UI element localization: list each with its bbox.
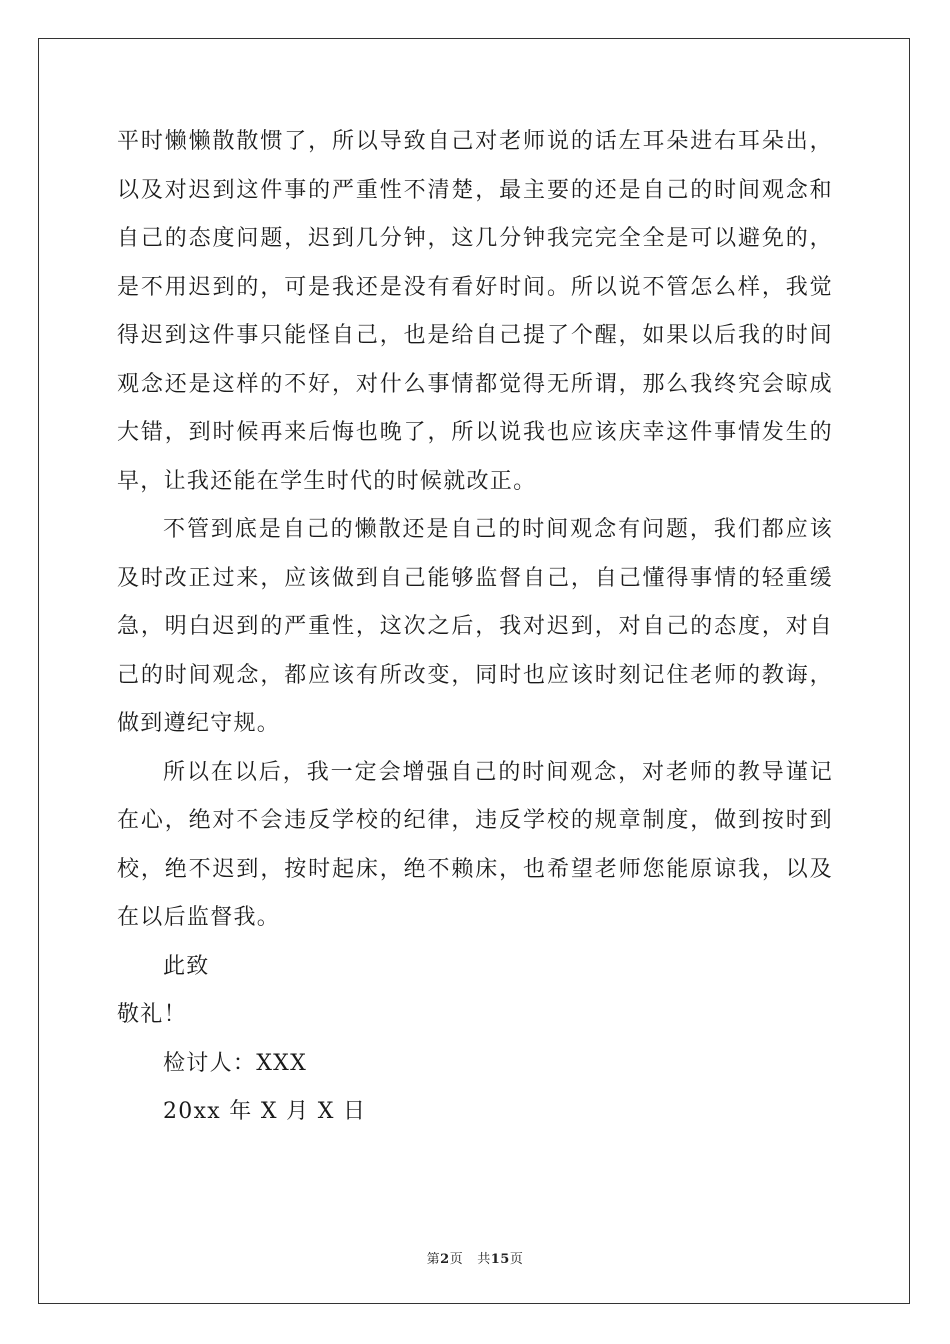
- paragraph-3: 所以在以后，我一定会增强自己的时间观念，对老师的教导谨记在心，绝对不会违反学校的纪律，违反学校的规章制度，做到按时到校，绝不迟到，按时起床，绝不赖床，也希望老师您能原谅我，以及在以后监督我。: [117, 759, 833, 930]
- regards: 敬礼！: [117, 1002, 187, 1027]
- signer: 检讨人：XXX: [163, 1050, 308, 1076]
- page-prefix: 第: [426, 1252, 441, 1267]
- date: 20xx 年 X 月 X 日: [163, 1099, 367, 1124]
- letter-body: [117, 118, 833, 1137]
- page-suffix: 页: [449, 1252, 464, 1267]
- total-prefix: 共: [477, 1252, 491, 1267]
- total-pages: 15: [490, 1252, 510, 1267]
- paragraph-1: 平时懒懒散散惯了，所以导致自己对老师说的话左耳朵进右耳朵出，以及对迟到这件事的严重性不清楚，最主要的还是自己的时间观念和自己的态度问题，迟到几分钟，这几分钟我完完全全是可以避免的，是不用迟到的，可是我还是没有看好时间。所以说不管怎么样，我觉得迟到这件事只能怪自己，也是给自己提了个醒，如果以后我的时间观念还是这样的不好，对什么事情都觉得无所谓，那么我终究会晾成大错，到时候再来后悔也晚了，所以说我也应该庆幸这件事情发生的早，让我还能在学生时代的时候就改正。: [117, 129, 833, 494]
- salutation: 此致: [163, 953, 210, 979]
- paragraph-2: 不管到底是自己的懒散还是自己的时间观念有问题，我们都应该及时改正过来，应该做到自己能够监督自己，自己懂得事情的轻重缓急，明白迟到的严重性，这次之后，我对迟到，对自己的态度，对自己的时间观念，都应该有所改变，同时也应该时刻记住老师的教诲，做到遵纪守规。: [117, 517, 833, 736]
- total-suffix: 页: [509, 1252, 524, 1267]
- page-footer: [0, 1248, 950, 1267]
- page-current: 2: [440, 1252, 450, 1267]
